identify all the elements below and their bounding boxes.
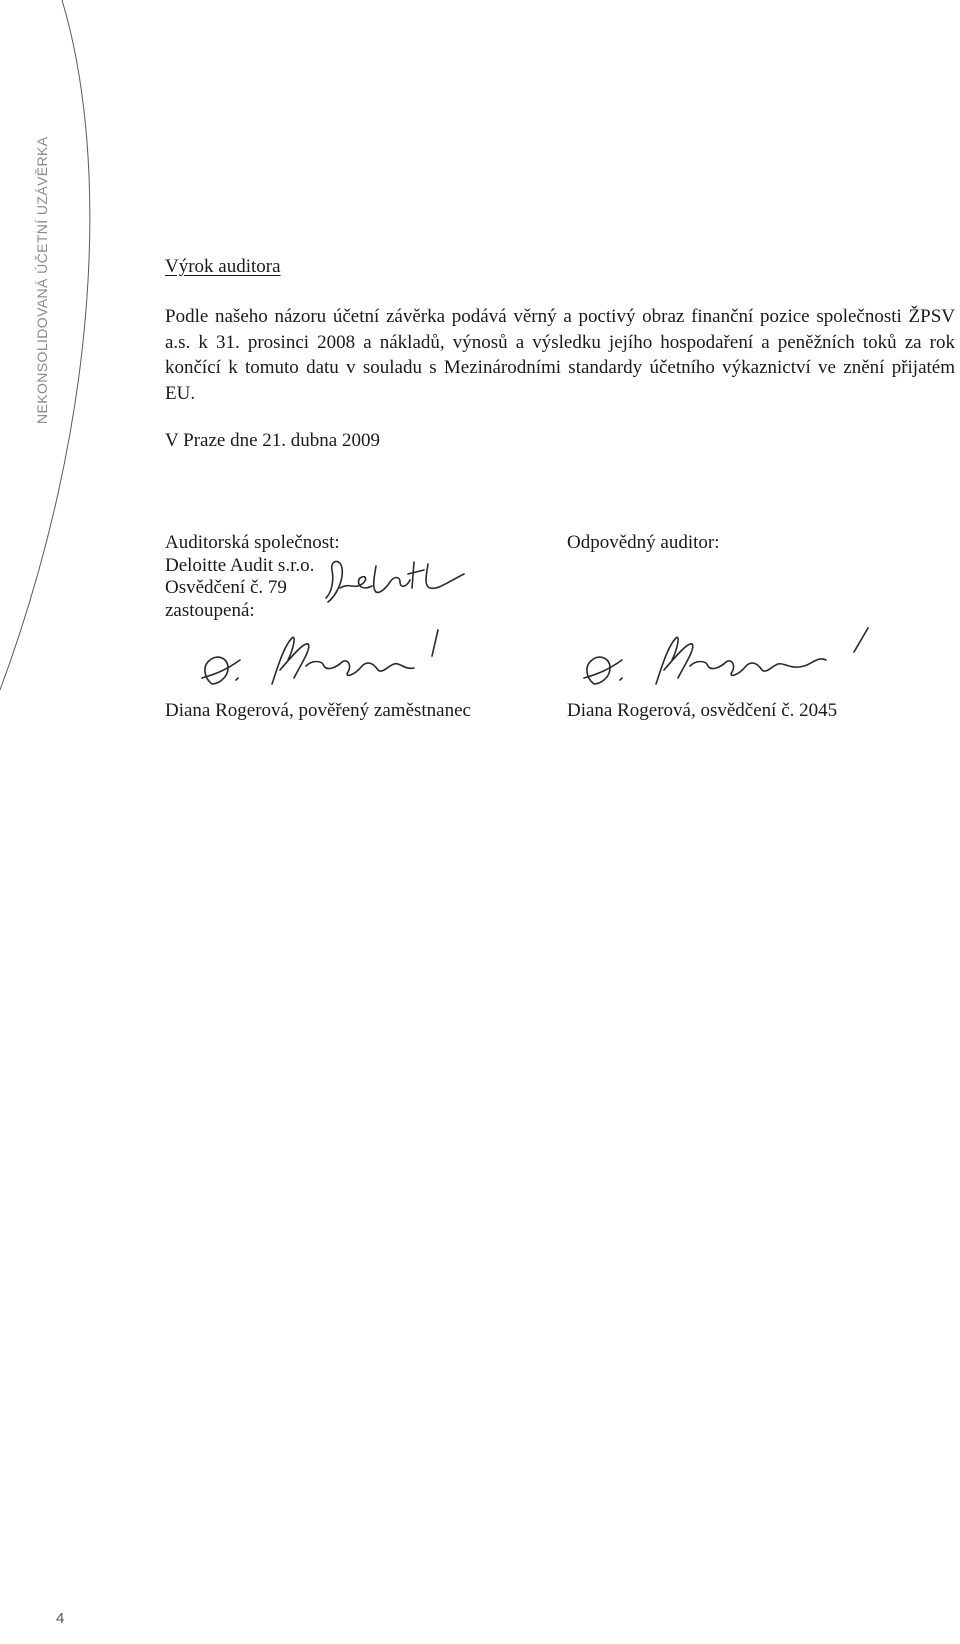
- audit-firm-name: Deloitte Audit s.r.o.: [165, 554, 315, 576]
- responsible-auditor-name: Diana Rogerová, osvědčení č. 2045: [567, 700, 838, 721]
- audit-firm-certificate: Osvědčení č. 79: [165, 577, 287, 598]
- responsible-auditor-label: Odpovědný auditor:: [567, 532, 720, 553]
- audit-firm-label: Auditorská společnost:: [165, 532, 340, 553]
- decorative-margin-curve: [0, 0, 120, 700]
- section-side-label: NEKONSOLIDOVANÁ ÚČETNÍ UZÁVĚRKA: [34, 136, 50, 424]
- responsible-auditor-signature: [564, 626, 884, 696]
- firm-signature: [320, 552, 470, 608]
- firm-signatory-name: Diana Rogerová, pověřený zaměstnanec: [165, 700, 471, 721]
- page-number: 4: [56, 1610, 65, 1627]
- place-date: V Praze dne 21. dubna 2009: [165, 430, 380, 451]
- opinion-paragraph: Podle našeho názoru účetní závěrka podává věrný a poctivý obraz finanční pozice společnosti ŽPSV a.s. k 31. prosinci 2008 a nákladů, výnosů a výsledku jejího hospodaření a peněžních toků za rok končící k tomuto datu v souladu s Mezinárodními standardy účetního výkaznictví ve znění přijatém EU.: [165, 306, 955, 404]
- firm-representative-signature: [182, 626, 482, 696]
- audit-firm-block: [165, 532, 340, 622]
- section-heading: Výrok auditora: [165, 256, 281, 277]
- represented-by-label: zastoupená:: [165, 599, 255, 621]
